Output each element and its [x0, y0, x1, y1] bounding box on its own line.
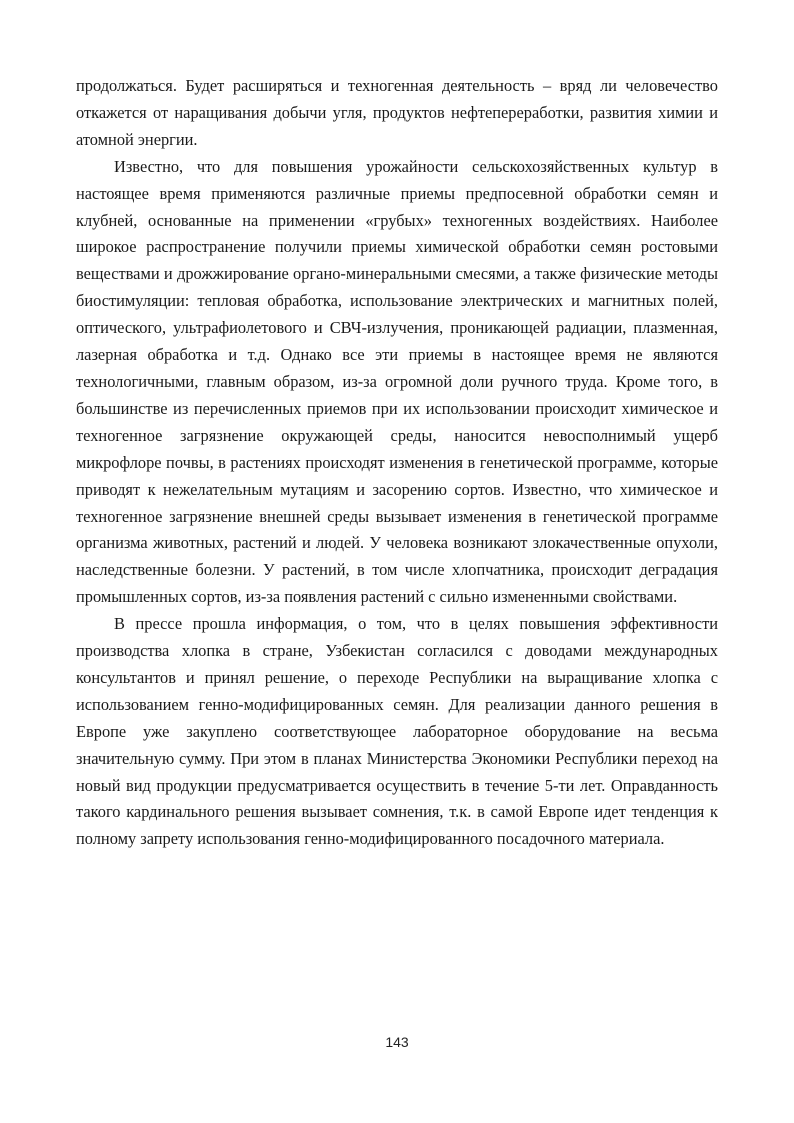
paragraph-2: Известно, что для повышения урожайности сельскохозяйственных культур в настоящее время применяются различные приемы предпосевной обработки семян и клубней, основанные на применении «грубых» техногенных воздействиях. Наиболее широкое распространение получили приемы химической обработки семян ростовыми веществами и дрожжирование органо-минеральными смесями, а также физические методы биостимуляции: тепловая обработка, использование электрических и магнитных полей, оптического, ультрафиолетового и СВЧ-излучения, проникающей радиации, плазменная, лазерная обработка и т.д. Однако все эти приемы в настоящее время не являются технологичными, главным образом, из-за огромной доли ручного труда. Кроме того, в большинстве из перечисленных приемов при их использовании происходит химическое и техногенное загрязнение окружающей среды, наносится невосполнимый ущерб микрофлоре почвы, в растениях происходят изменения в генетической программе, которые приводят к нежелательным мутациям и засорению сортов. Известно, что химическое и техногенное загрязнение внешней среды вызывает изменения в генетической программе организма животных, растений и людей. У человека возникают злокачественные опухоли, наследственные болезни. У растений, в том числе хлопчатника, происходит деградация промышленных сортов, из-за появления растений с сильно измененными свойствами. [76, 156, 718, 607]
page-body [76, 73, 718, 853]
paragraph-3: В прессе прошла информация, о том, что в целях повышения эффективности производства хлопка в стране, Узбекистан согласился с доводами международных консультантов и принял решение, о переходе Республики на выращивание хлопка с использованием генно-модифицированных семян. Для реализации данного решения в Европе уже закуплено соответствующее лабораторное оборудование на весьма значительную сумму. При этом в планах Министерства Экономики Республики переход на новый вид продукции предусматривается осуществить в течение 5-ти лет. Оправданность такого кардинального решения вызывает сомнения, т.к. в самой Европе идет тенденция к полному запрету использования генно-модифицированного посадочного материала. [76, 614, 718, 849]
paragraph-1: продолжаться. Будет расширяться и техногенная деятельность – вряд ли человечество откажется от наращивания добычи угля, продуктов нефтепереработки, развития химии и атомной энергии. [76, 76, 718, 149]
page-number: 143 [385, 1034, 409, 1050]
